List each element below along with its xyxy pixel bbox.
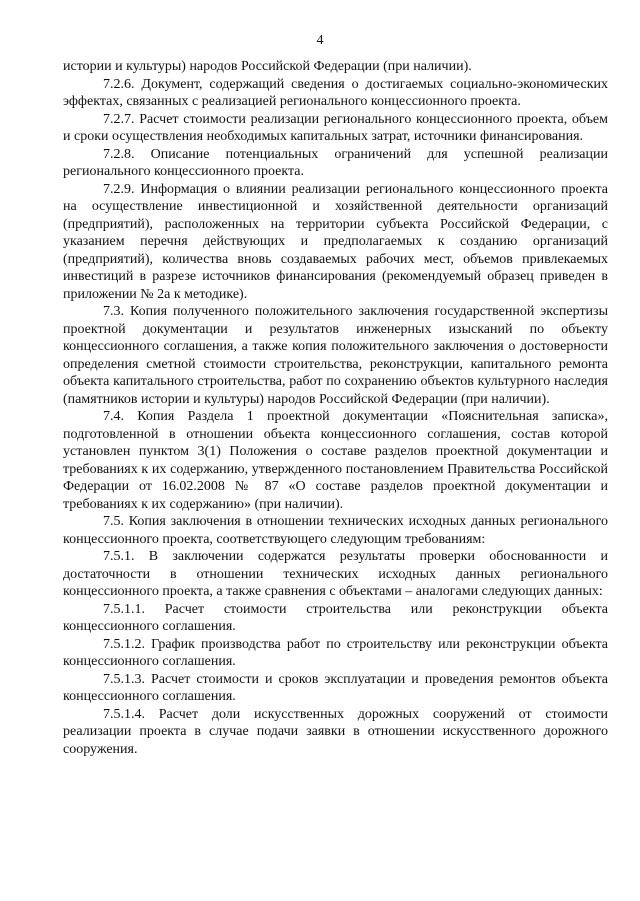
paragraph-7-5-1-2: 7.5.1.2. График производства работ по строительству или реконструкции объекта концессионного соглашения. [63,636,608,669]
paragraph-continuation: истории и культуры) народов Российской Федерации (при наличии). [63,59,472,74]
paragraph-7-4: 7.4. Копия Раздела 1 проектной документации «Пояснительная записка», подготовленной в отношении объекта концессионного соглашения, состав которой установлен пунктом 3(1) Положения о составе разделов проектной документации и требованиях к их содержанию, утвержденного постановлением Правительства Российской Федерации от 16.02.2008 № 87 «О составе разделов проектной документации и требованиях к их содержанию» (при наличии). [63,409,608,512]
paragraph-7-3: 7.3. Копия полученного положительного заключения государственной экспертизы проектной документации и результатов инженерных изысканий по объекту концессионного соглашения, а также копия положительного заключения о достоверности определения сметной стоимости строительства, реконструкции, капитального ремонта объекта капитального строительства, работ по сохранению объектов культурного наследия (памятников истории и культуры) народов Российской Федерации (при наличии). [63,304,608,407]
paragraph-7-2-8: 7.2.8. Описание потенциальных ограничений для успешной реализации регионального концессионного проекта. [63,146,608,179]
paragraph-7-2-6: 7.2.6. Документ, содержащий сведения о достигаемых социально-экономических эффектах, связанных с реализацией регионального концессионного проекта. [63,76,608,109]
paragraph-7-5-1: 7.5.1. В заключении содержатся результаты проверки обоснованности и достаточности в отношении технических исходных данных регионального концессионного проекта, а также сравнения с объектами – аналогами следующих данных: [63,549,608,599]
paragraph-7-5: 7.5. Копия заключения в отношении технических исходных данных регионального концессионного проекта, соответствующего следующим требованиям: [63,514,608,547]
page-number: 4 [316,33,324,48]
paragraph-7-2-9: 7.2.9. Информация о влиянии реализации регионального концессионного проекта на осуществление инвестиционной и хозяйственной деятельности организаций (предприятий), расположенных на территории субъекта Российской Федерации, с указанием перечня действующих и предполагаемых к созданию организаций (предприятий), количества вновь создаваемых рабочих мест, объемов привлекаемых инвестиций в разрезе источников финансирования (рекомендуемый образец приведен в приложении № 2а к методике). [63,181,608,302]
document-body [63,58,608,758]
paragraph-7-2-7: 7.2.7. Расчет стоимости реализации регионального концессионного проекта, объем и сроки осуществления необходимых капитальных затрат, источники финансирования. [63,111,608,144]
paragraph-7-5-1-3: 7.5.1.3. Расчет стоимости и сроков эксплуатации и проведения ремонтов объекта концессионного соглашения. [63,671,608,704]
paragraph-7-5-1-4: 7.5.1.4. Расчет доли искусственных дорожных сооружений от стоимости реализации проекта в случае подачи заявки в отношении искусственного дорожного сооружения. [63,706,608,757]
paragraph-7-5-1-1: 7.5.1.1. Расчет стоимости строительства или реконструкции объекта концессионного соглашения. [63,601,608,634]
